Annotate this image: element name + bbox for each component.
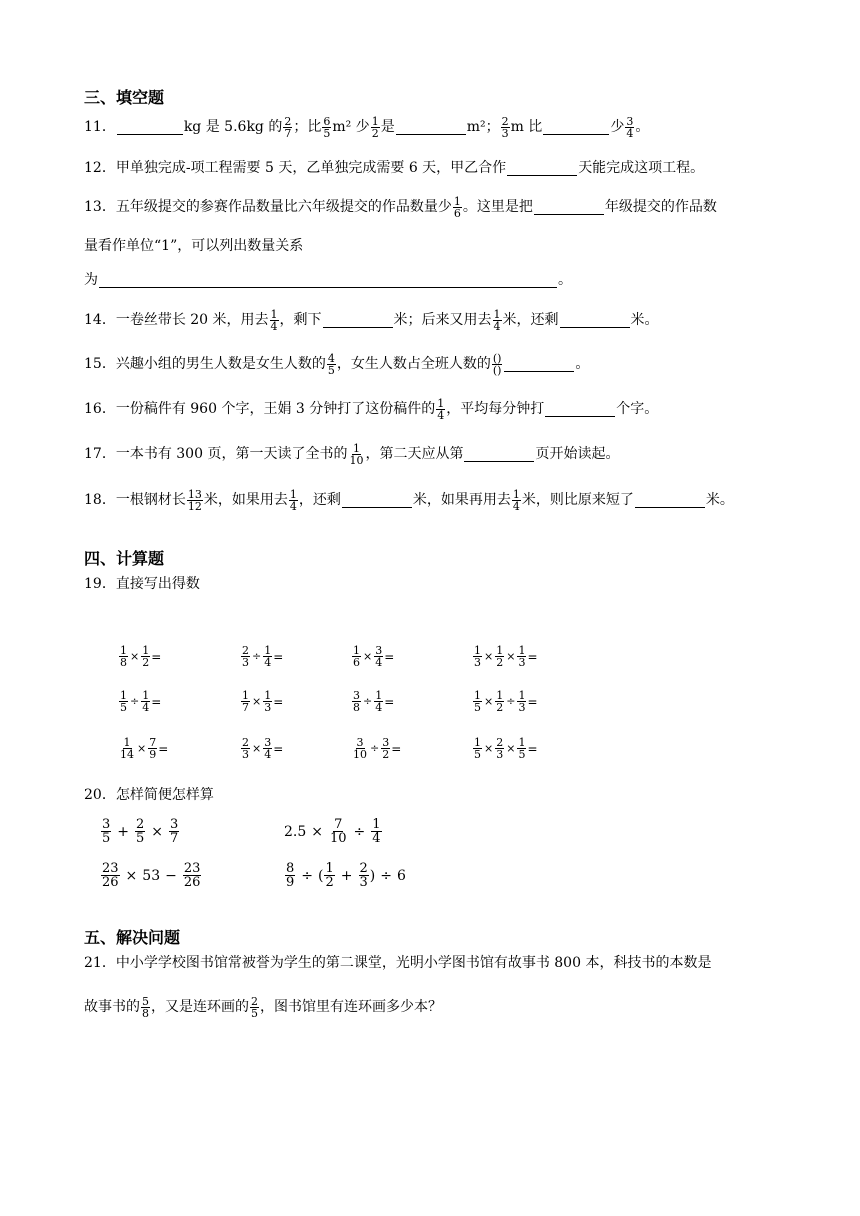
question-text: ；比: [293, 119, 322, 135]
fraction: $\frac{1}{3}$: [264, 689, 272, 714]
mental-math-item: [351, 737, 401, 760]
question-text: 年级提交的作品数: [604, 199, 717, 215]
operator: ÷: [363, 695, 373, 708]
question-19: [84, 571, 200, 597]
answer-blank[interactable]: [504, 357, 574, 372]
question-text: 一本书有 300 页，第一天读了全书的: [115, 446, 348, 462]
question-text: 米，则比原来短了: [521, 492, 634, 508]
equals-sign: =: [151, 694, 162, 709]
operator: ×: [151, 823, 164, 840]
operator: ×: [363, 650, 373, 663]
fraction: $\frac{1}{4}$: [437, 396, 445, 422]
question-text: 。这里是把: [462, 199, 533, 215]
expression-1: [100, 818, 180, 845]
fraction: $\frac{1}{3}$: [474, 644, 481, 669]
equals-sign: =: [151, 649, 162, 664]
question-number: 15．: [84, 356, 116, 372]
question-text: m 比: [510, 119, 543, 135]
equals-sign: =: [158, 741, 169, 756]
question-text: 一根钢材长: [115, 492, 186, 508]
question-number: 14．: [84, 312, 116, 328]
paren: (: [318, 867, 324, 884]
operator: ×: [506, 650, 516, 663]
question-text: 米；后来又用去: [393, 312, 492, 328]
equals-sign: =: [384, 694, 395, 709]
fraction: $\frac{1}{4}$: [372, 817, 381, 846]
fraction: $\frac{13}{12}$: [187, 487, 202, 513]
question-text: 米。: [705, 492, 734, 508]
answer-blank[interactable]: [560, 313, 630, 328]
operator: ÷: [130, 695, 140, 708]
question-text: 米，还剩: [502, 312, 559, 328]
question-text: 米。: [630, 312, 659, 328]
question-number: 18．: [84, 492, 116, 508]
fraction-blank[interactable]: $\frac{()}{()}$: [492, 351, 502, 377]
fraction: $\frac{1}{14}$: [120, 736, 134, 761]
fraction: $\frac{2}{5}$: [136, 817, 145, 846]
mental-math-item: [240, 645, 283, 668]
expression-3: [100, 862, 202, 889]
equals-sign: =: [527, 741, 538, 756]
question-number: 16．: [84, 401, 116, 417]
equals-sign: =: [391, 741, 402, 756]
operator: ÷: [380, 867, 392, 884]
question-text: 。: [635, 119, 650, 135]
fraction: $\frac{2}{3}$: [359, 861, 368, 890]
question-text: ，女生人数占全班人数的: [336, 356, 491, 372]
question-21: [84, 950, 711, 976]
question-text: 故事书的: [84, 999, 140, 1015]
operator: ÷: [353, 823, 366, 840]
fraction: $\frac{3}{8}$: [353, 689, 360, 714]
operator: ×: [125, 867, 138, 884]
answer-blank[interactable]: [464, 447, 534, 462]
operator: ×: [484, 742, 494, 755]
equals-sign: =: [273, 741, 284, 756]
fraction: $\frac{23}{26}$: [183, 861, 201, 890]
question-text: ，平均每分钟打: [446, 401, 545, 417]
fraction: $\frac{1}{4}$: [264, 644, 272, 669]
fraction: $\frac{1}{4}$: [289, 487, 297, 513]
question-16: [84, 396, 658, 422]
section-title-word-problems: 五、解决问题: [84, 928, 181, 947]
fraction: $\frac{2}{5}$: [251, 994, 258, 1020]
equals-sign: =: [384, 649, 395, 664]
question-18: [84, 487, 734, 513]
question-text: 。: [575, 356, 590, 372]
fraction: $\frac{3}{4}$: [626, 114, 634, 140]
operator: ÷: [252, 650, 262, 663]
question-text: 天能完成这项工程。: [578, 160, 705, 176]
question-12: [84, 155, 704, 181]
mental-math-item: [351, 690, 394, 713]
answer-blank[interactable]: [507, 161, 577, 176]
fraction: $\frac{1}{2}$: [371, 114, 379, 140]
question-13-line-2: 量看作单位“1”，可以列出数量关系: [84, 238, 304, 254]
operator: +: [117, 823, 130, 840]
fraction: $\frac{7}{10}$: [330, 817, 347, 846]
answer-blank[interactable]: [117, 120, 183, 135]
operator: +: [340, 867, 353, 884]
fraction: $\frac{1}{4}$: [375, 689, 383, 714]
equals-sign: =: [527, 694, 538, 709]
operator: ×: [484, 695, 494, 708]
fraction: $\frac{2}{7}$: [284, 114, 292, 140]
fraction: $\frac{3}{2}$: [382, 736, 390, 761]
fraction: $\frac{1}{4}$: [512, 487, 520, 513]
question-text: 个字。: [616, 401, 659, 417]
mental-math-item: [472, 690, 538, 713]
fraction: $\frac{1}{5}$: [474, 736, 481, 761]
equals-sign: =: [527, 649, 538, 664]
question-text: ，剩下: [279, 312, 322, 328]
fraction: $\frac{1}{2}$: [496, 644, 504, 669]
fraction: $\frac{1}{4}$: [493, 307, 501, 333]
fraction: $\frac{1}{2}$: [496, 689, 504, 714]
fraction: $\frac{23}{26}$: [102, 861, 119, 890]
question-13: [84, 194, 717, 220]
section-title-fill-blank: 三、填空题: [84, 88, 165, 107]
question-number: 13．: [84, 199, 116, 215]
fraction: $\frac{1}{4}$: [270, 307, 278, 333]
question-text: m²；: [466, 119, 500, 135]
operator: −: [165, 867, 177, 884]
question-text: 为: [84, 272, 98, 288]
question-13-line-3: [84, 267, 572, 293]
number: 53: [142, 867, 161, 884]
question-text: 少: [610, 119, 625, 135]
operator: ×: [506, 742, 516, 755]
question-number: 11．: [84, 119, 116, 135]
question-text: 页开始读起。: [535, 446, 620, 462]
answer-blank[interactable]: [342, 493, 412, 508]
fraction: $\frac{7}{9}$: [149, 736, 157, 761]
question-text: 中小学学校图书馆常被誉为学生的第二课堂，光明小学图书馆有故事书 800 本，科技书的本数是: [115, 955, 712, 971]
question-text: ，又是连环画的: [151, 999, 249, 1015]
question-text: 直接写出得数: [115, 576, 200, 592]
answer-blank[interactable]: [323, 313, 393, 328]
section-title-calculation: 四、计算题: [84, 549, 165, 568]
fraction: $\frac{2}{3}$: [496, 736, 504, 761]
question-number: 12．: [84, 160, 116, 176]
question-text: ，第二天应从第: [365, 446, 464, 462]
answer-blank[interactable]: [534, 200, 604, 215]
question-text: 甲单独完成-项工程需要 5 天，乙单独完成需要 6 天，甲乙合作: [115, 160, 507, 176]
equals-sign: =: [273, 694, 284, 709]
mental-math-item: [240, 690, 283, 713]
mental-math-item: [118, 737, 168, 760]
question-text: 兴趣小组的男生人数是女生人数的: [115, 356, 326, 372]
fraction: $\frac{5}{8}$: [142, 994, 149, 1020]
fraction: $\frac{3}{5}$: [102, 817, 111, 846]
question-text: 米，如果再用去: [412, 492, 511, 508]
mental-math-item: [240, 737, 283, 760]
question-text: ，还剩: [298, 492, 341, 508]
fraction: $\frac{1}{5}$: [518, 736, 526, 761]
fraction: $\frac{2}{3}$: [242, 644, 249, 669]
fraction: $\frac{3}{7}$: [170, 817, 179, 846]
operator: ÷: [506, 695, 516, 708]
fraction: $\frac{2}{3}$: [501, 114, 509, 140]
question-text: kg 是 5.6kg 的: [183, 119, 283, 135]
question-14: [84, 307, 659, 333]
question-21-line-2: [84, 994, 442, 1020]
question-text: m² 少: [332, 119, 370, 135]
fraction: $\frac{1}{6}$: [453, 194, 461, 220]
fraction: $\frac{4}{5}$: [327, 351, 335, 377]
answer-blank[interactable]: [543, 120, 609, 135]
number: 6: [396, 867, 406, 884]
expression-4: [284, 862, 406, 889]
question-text: 一卷丝带长 20 米，用去: [115, 312, 269, 328]
operator: ×: [130, 650, 140, 663]
operator: ×: [252, 742, 262, 755]
question-number: 21．: [84, 955, 116, 971]
question-text: 怎样简便怎样算: [115, 787, 214, 803]
answer-blank[interactable]: [545, 402, 615, 417]
fraction: $\frac{1}{4}$: [142, 689, 150, 714]
fraction: $\frac{6}{5}$: [323, 114, 331, 140]
mental-math-item: [118, 645, 161, 668]
fraction: $\frac{1}{3}$: [518, 644, 526, 669]
fraction: $\frac{3}{4}$: [264, 736, 272, 761]
fraction: $\frac{1}{5}$: [120, 689, 127, 714]
operator: ×: [137, 742, 147, 755]
fraction: $\frac{1}{3}$: [518, 689, 526, 714]
answer-blank[interactable]: [635, 493, 705, 508]
question-15: [84, 351, 589, 377]
fraction: $\frac{8}{9}$: [286, 861, 295, 890]
question-text: ，图书馆里有连环画多少本？: [260, 999, 442, 1015]
fraction: $\frac{1}{5}$: [474, 689, 481, 714]
question-text: 米，如果用去: [203, 492, 288, 508]
fraction: $\frac{1}{6}$: [353, 644, 360, 669]
mental-math-item: [351, 645, 394, 668]
fraction: $\frac{1}{10}$: [349, 441, 364, 467]
answer-blank[interactable]: [99, 273, 557, 288]
question-text: 一份稿件有 960 个字，王娟 3 分钟打了这份稿件的: [115, 401, 436, 417]
question-number: 19．: [84, 576, 116, 592]
question-17: [84, 441, 619, 467]
question-20: [84, 782, 214, 808]
question-number: 20．: [84, 787, 116, 803]
question-number: 17．: [84, 446, 116, 462]
question-text: 是: [380, 119, 395, 135]
mental-math-item: [118, 690, 161, 713]
fraction: $\frac{1}{8}$: [120, 644, 127, 669]
paren: ): [369, 867, 376, 884]
fraction: $\frac{2}{3}$: [242, 736, 249, 761]
fraction: $\frac{1}{2}$: [142, 644, 150, 669]
operator: ×: [484, 650, 494, 663]
mental-math-item: [472, 645, 538, 668]
fraction: $\frac{1}{2}$: [325, 861, 334, 890]
operator: ÷: [301, 867, 314, 884]
question-text: 五年级提交的参赛作品数量比六年级提交的作品数量少: [115, 199, 452, 215]
operator: ×: [311, 823, 323, 840]
operator: ×: [252, 695, 262, 708]
number: 2.5: [284, 823, 307, 840]
fraction: $\frac{3}{4}$: [375, 644, 383, 669]
operator: ÷: [370, 742, 380, 755]
expression-2: [284, 818, 383, 845]
fraction: $\frac{1}{7}$: [242, 689, 249, 714]
mental-math-item: [472, 737, 538, 760]
question-11: [84, 114, 649, 140]
equals-sign: =: [273, 649, 284, 664]
answer-blank[interactable]: [396, 120, 466, 135]
question-text: 。: [558, 272, 572, 288]
fraction: $\frac{3}{10}$: [353, 736, 367, 761]
